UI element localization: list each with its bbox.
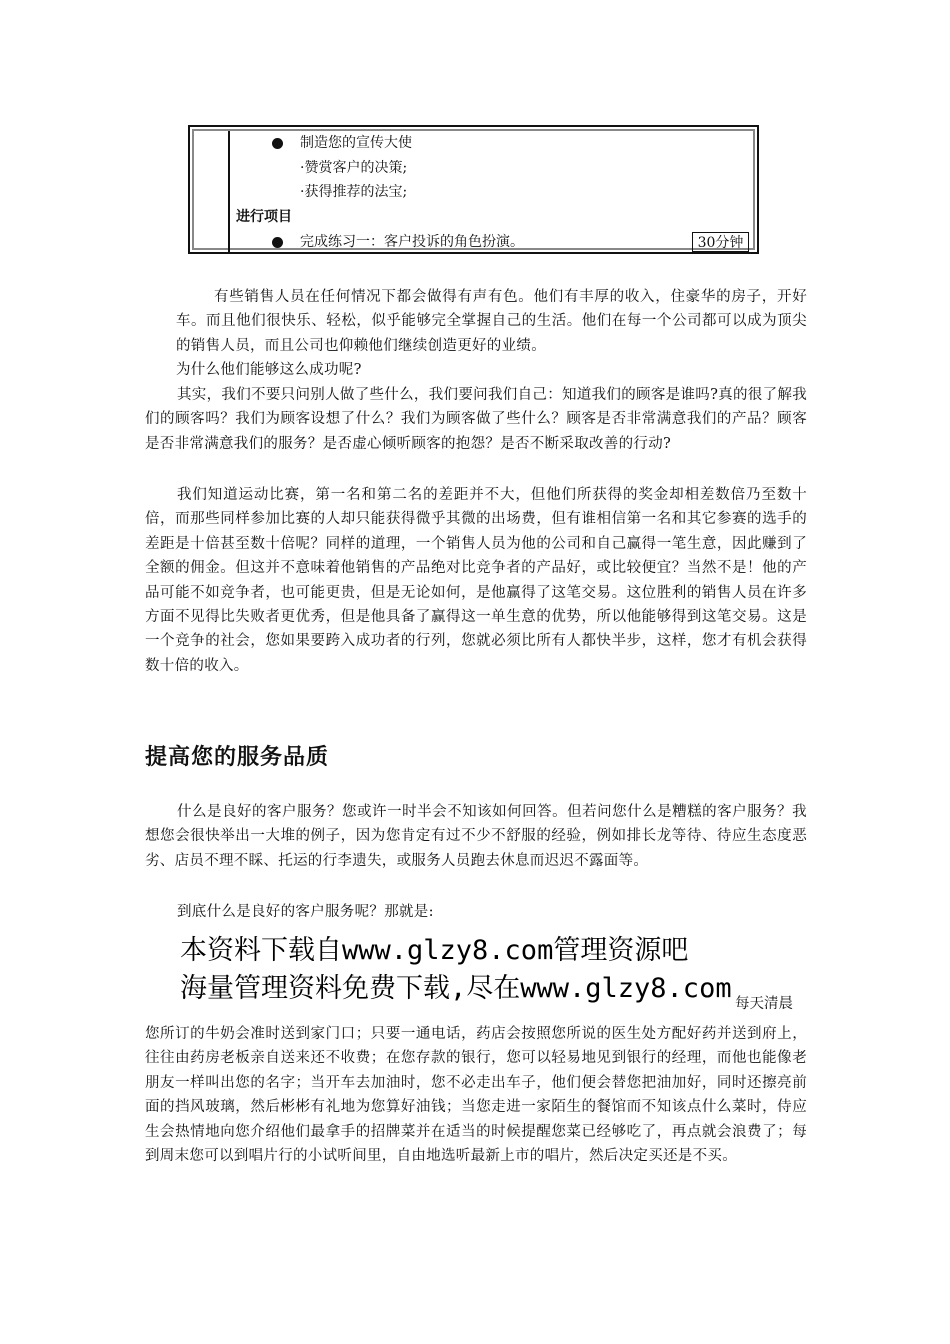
agenda-item-exercise: 完成练习一：客户投诉的角色扮演。	[300, 234, 524, 250]
paragraph-2	[176, 358, 807, 382]
paragraph-6	[145, 900, 807, 924]
paragraph-5-text: 什么是良好的客户服务？您或许一时半会不知该如何回答。但若问您什么是糟糕的客户服务？我想您会很快举出一大堆的例子，因为您肯定有过不少不舒服的经验，例如排长龙等待、待应生态度恶劣、店员不理不睬、托运的行李遗失，或服务人员跑去休息而迟迟不露面等。	[145, 804, 807, 869]
paragraph-4	[145, 483, 807, 678]
training-agenda-box	[188, 125, 759, 254]
agenda-section-label: 进行项目	[236, 209, 292, 225]
box-divider	[228, 131, 230, 252]
bullet-icon	[272, 138, 283, 149]
paragraph-6-text: 到底什么是良好的客户服务呢？那就是:	[177, 904, 434, 920]
paragraph-7-text: 您所订的牛奶会准时送到家门口；只要一通电话，药店会按照您所说的医生处方配好药并送到府上，往往由药房老板亲自送来还不收费；在您存款的银行，您可以轻易地见到银行的经理，而他也能像老朋友一样叫出您的名字；当开车去加油时，您不必走出车子，他们便会替您把油加好，同时还擦亮前面的挡风玻璃，然后彬彬有礼地为您算好油钱；当您走进一家陌生的餐馆而不知该点什么菜时，侍应生会热情地向您介绍他们最拿手的招牌菜并在适当的时候提醒您菜已经够吃了，再点就会浪费了；每到周末您可以到唱片行的小试听间里，自由地选听最新上市的唱片，然后决定买还是不买。	[145, 1026, 807, 1165]
paragraph-7-lead: 每天清晨	[735, 996, 793, 1012]
paragraph-7	[145, 1022, 807, 1168]
paragraph-4-text: 我们知道运动比赛，第一名和第二名的差距并不大，但他们所获得的奖金却相差数倍乃至数十倍，而那些同样参加比赛的人却只能获得微乎其微的出场费，但有谁相信第一名和其它参赛的选手的差距是十倍甚至数十倍呢？同样的道理，一个销售人员为他的公司和自己赢得一笔生意，因此赚到了全额的佣金。但这并不意味着他销售的产品绝对比竞争者的产品好，或比较便宜？当然不是！他的产品可能不如竞争者，也可能更贵，但是无论如何，是他赢得了这笔交易。这位胜利的销售人员在许多方面不见得比失败者更优秀，但是他具备了赢得这一单生意的优势，所以他能够得到这笔交易。这是一个竞争的社会，您如果要跨入成功者的行列，您就必须比所有人都快半步，这样，您才有机会获得数十倍的收入。	[145, 487, 807, 674]
paragraph-3	[145, 383, 807, 456]
agenda-subitem-appreciate: ·赞赏客户的决策;	[300, 160, 408, 176]
watermark-line-2: 海量管理资料免费下载,尽在www.glzy8.com	[180, 973, 732, 1004]
watermark-line-1: 本资料下载自www.glzy8.com管理资源吧	[180, 935, 689, 966]
agenda-item-ambassador: 制造您的宣传大使	[300, 135, 412, 151]
paragraph-1-text: 有些销售人员在任何情况下都会做得有声有色。他们有丰厚的收入，住豪华的房子，开好车。而且他们很快乐、轻松，似乎能够完全掌握自己的生活。他们在每一个公司都可以成为顶尖的销售人员，而且公司也仰赖他们继续创造更好的业绩。	[176, 289, 807, 354]
paragraph-3-text: 其实，我们不要只问别人做了些什么，我们要问我们自己：知道我们的顾客是谁吗?真的很了解我们的顾客吗？我们为顾客设想了什么？我们为顾客做了些什么？顾客是否非常满意我们的产品？顾客是否非常满意我们的服务？是否虚心倾听顾客的抱怨？是否不断采取改善的行动?	[145, 387, 807, 452]
agenda-subitem-referral: ·获得推荐的法宝;	[300, 184, 408, 200]
duration-badge: 30分钟	[692, 232, 749, 252]
paragraph-5	[145, 800, 807, 873]
paragraph-1	[176, 285, 807, 358]
section-heading: 提高您的服务品质	[145, 745, 330, 770]
paragraph-2-text: 为什么他们能够这么成功呢?	[176, 362, 362, 378]
bullet-icon	[272, 237, 283, 248]
